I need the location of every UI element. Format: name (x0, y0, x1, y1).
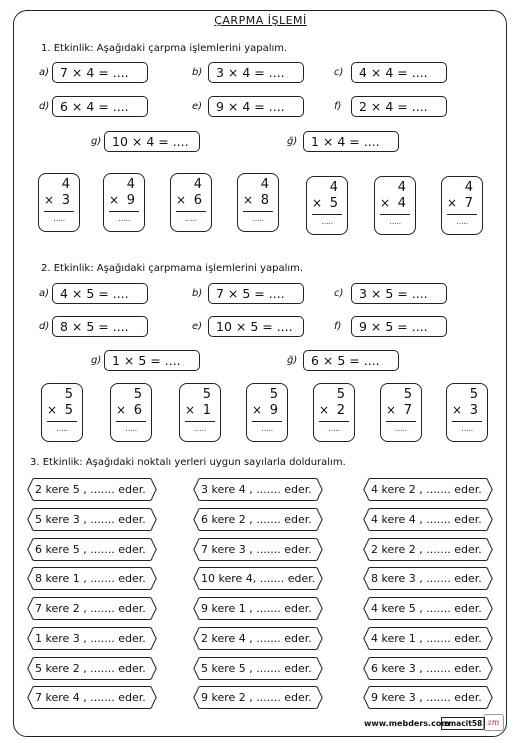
fill-text: 5 kere 3 , ....... eder. (35, 513, 146, 526)
s1-label-d: d) (39, 101, 50, 112)
s1-card-2: 4 × 9 ..... (103, 173, 145, 232)
s2-label-a: a) (39, 288, 50, 299)
fill-text: 4 kere 2 , ....... eder. (371, 483, 482, 496)
fill-box-col3-4[interactable] (363, 567, 493, 590)
s2-expr-b[interactable]: 7 × 5 = .... (208, 283, 304, 304)
fill-box-col2-5[interactable] (193, 597, 323, 620)
fill-text: 6 kere 3 , ....... eder. (371, 662, 482, 675)
s1-card-3: 4 × 6 ..... (170, 173, 212, 232)
s1-card-6: 4 × 4 ..... (374, 176, 416, 235)
s1-label-g: g) (91, 136, 102, 147)
s2-label-d: d) (39, 321, 50, 332)
s1-card-1: 4 × 3 ..... (38, 173, 80, 232)
fill-text: 4 kere 5 , ....... eder. (371, 602, 482, 615)
fill-box-col3-6[interactable] (363, 627, 493, 650)
fill-box-col2-1[interactable] (193, 478, 323, 501)
footer-tag: zmacit58 (441, 717, 485, 730)
fill-text: 5 kere 5 , ....... eder. (201, 662, 312, 675)
s2-card-7: 5 × 3 ..... (446, 383, 488, 442)
s2-label-c: c) (334, 288, 344, 299)
s1-label-b: b) (192, 67, 203, 78)
fill-box-col1-8[interactable] (27, 686, 157, 709)
s1-expr-b[interactable]: 3 × 4 = .... (208, 62, 304, 83)
fill-text: 2 kere 5 , ....... eder. (35, 483, 146, 496)
s2-label-e: e) (192, 321, 203, 332)
fill-text: 4 kere 4 , ....... eder. (371, 513, 482, 526)
fill-box-col2-8[interactable] (193, 686, 323, 709)
fill-text: 7 kere 3 , ....... eder. (201, 543, 312, 556)
fill-text: 7 kere 2 , ....... eder. (35, 602, 146, 615)
fill-text: 8 kere 3 , ....... eder. (371, 572, 482, 585)
fill-box-col1-5[interactable] (27, 597, 157, 620)
fill-box-col1-2[interactable] (27, 508, 157, 531)
s2-card-4: 5 × 9 ..... (246, 383, 288, 442)
fill-box-col1-6[interactable] (27, 627, 157, 650)
s2-label-gh: ğ) (287, 355, 298, 366)
s2-label-b: b) (192, 288, 203, 299)
s2-card-2: 5 × 6 ..... (110, 383, 152, 442)
fill-box-col2-4[interactable] (193, 567, 323, 590)
fill-text: 2 kere 4 , ....... eder. (201, 632, 312, 645)
s1-label-f: f) (334, 101, 342, 112)
fill-text: 4 kere 1 , ....... eder. (371, 632, 482, 645)
fill-box-col1-7[interactable] (27, 657, 157, 680)
fill-text: 9 kere 3 , ....... eder. (371, 691, 482, 704)
s2-card-6: 5 × 7 ..... (380, 383, 422, 442)
fill-text: 6 kere 5 , ....... eder. (35, 543, 146, 556)
s1-card-7: 4 × 7 ..... (441, 176, 483, 235)
fill-text: 10 kere 4, ....... eder. (201, 572, 316, 585)
s1-label-e: e) (192, 101, 203, 112)
fill-box-col3-8[interactable] (363, 686, 493, 709)
fill-text: 2 kere 2 , ....... eder. (371, 543, 482, 556)
fill-text: 9 kere 1 , ....... eder. (201, 602, 312, 615)
fill-box-col2-7[interactable] (193, 657, 323, 680)
fill-box-col3-3[interactable] (363, 538, 493, 561)
s2-expr-g[interactable]: 1 × 5 = .... (104, 350, 200, 371)
s1-label-gh: ğ) (287, 136, 298, 147)
fill-text: 1 kere 3 , ....... eder. (35, 632, 146, 645)
fill-text: 9 kere 2 , ....... eder. (201, 691, 312, 704)
s1-expr-d[interactable]: 6 × 4 = .... (52, 96, 148, 117)
s1-expr-a[interactable]: 7 × 4 = .... (52, 62, 148, 83)
s2-card-1: 5 × 5 ..... (41, 383, 83, 442)
s1-card-4: 4 × 8 ..... (237, 173, 279, 232)
s2-card-5: 5 × 2 ..... (313, 383, 355, 442)
fill-box-col1-3[interactable] (27, 538, 157, 561)
fill-box-col1-4[interactable] (27, 567, 157, 590)
s2-card-3: 5 × 1 ..... (179, 383, 221, 442)
fill-text: 3 kere 4 , ....... eder. (201, 483, 312, 496)
s2-expr-e[interactable]: 10 × 5 = .... (208, 316, 304, 337)
s1-expr-g[interactable]: 10 × 4 = .... (104, 131, 200, 152)
fill-text: 6 kere 2 , ....... eder. (201, 513, 312, 526)
s2-expr-d[interactable]: 8 × 5 = .... (52, 316, 148, 337)
s1-label-a: a) (39, 67, 50, 78)
fill-box-col2-3[interactable] (193, 538, 323, 561)
section2-heading: 2. Etkinlik: Aşağıdaki çarpmama işlemlerini yapalım. (41, 263, 304, 274)
fill-text: 5 kere 2 , ....... eder. (35, 662, 146, 675)
s2-label-g: g) (91, 355, 102, 366)
fill-box-col3-1[interactable] (363, 478, 493, 501)
s1-card-5: 4 × 5 ..... (306, 176, 348, 235)
s1-expr-e[interactable]: 9 × 4 = .... (208, 96, 304, 117)
fill-text: 7 kere 4 , ....... eder. (35, 691, 146, 704)
footer-logo: zm (483, 714, 504, 731)
s1-expr-gh[interactable]: 1 × 4 = .... (303, 131, 399, 152)
section1-heading: 1. Etkinlik: Aşağıdaki çarpma işlemlerini yapalım. (41, 43, 288, 54)
s1-expr-c[interactable]: 4 × 4 = .... (351, 62, 447, 83)
fill-box-col1-1[interactable] (27, 478, 157, 501)
s1-expr-f[interactable]: 2 × 4 = .... (351, 96, 447, 117)
s2-label-f: f) (334, 321, 342, 332)
section3-heading: 3. Etkinlik: Aşağıdaki noktalı yerleri uygun sayılarla dolduralım. (30, 457, 346, 468)
fill-text: 8 kere 1 , ....... eder. (35, 572, 146, 585)
footer-site: www.mebders.com (364, 719, 450, 728)
fill-box-col3-7[interactable] (363, 657, 493, 680)
fill-box-col2-2[interactable] (193, 508, 323, 531)
fill-box-col3-5[interactable] (363, 597, 493, 620)
s1-label-c: c) (334, 67, 344, 78)
fill-box-col3-2[interactable] (363, 508, 493, 531)
s2-expr-f[interactable]: 9 × 5 = .... (351, 316, 447, 337)
s2-expr-gh[interactable]: 6 × 5 = .... (303, 350, 399, 371)
s2-expr-c[interactable]: 3 × 5 = .... (351, 283, 447, 304)
fill-box-col2-6[interactable] (193, 627, 323, 650)
s2-expr-a[interactable]: 4 × 5 = .... (52, 283, 148, 304)
page-title: ÇARPMA İŞLEMİ (214, 14, 307, 27)
